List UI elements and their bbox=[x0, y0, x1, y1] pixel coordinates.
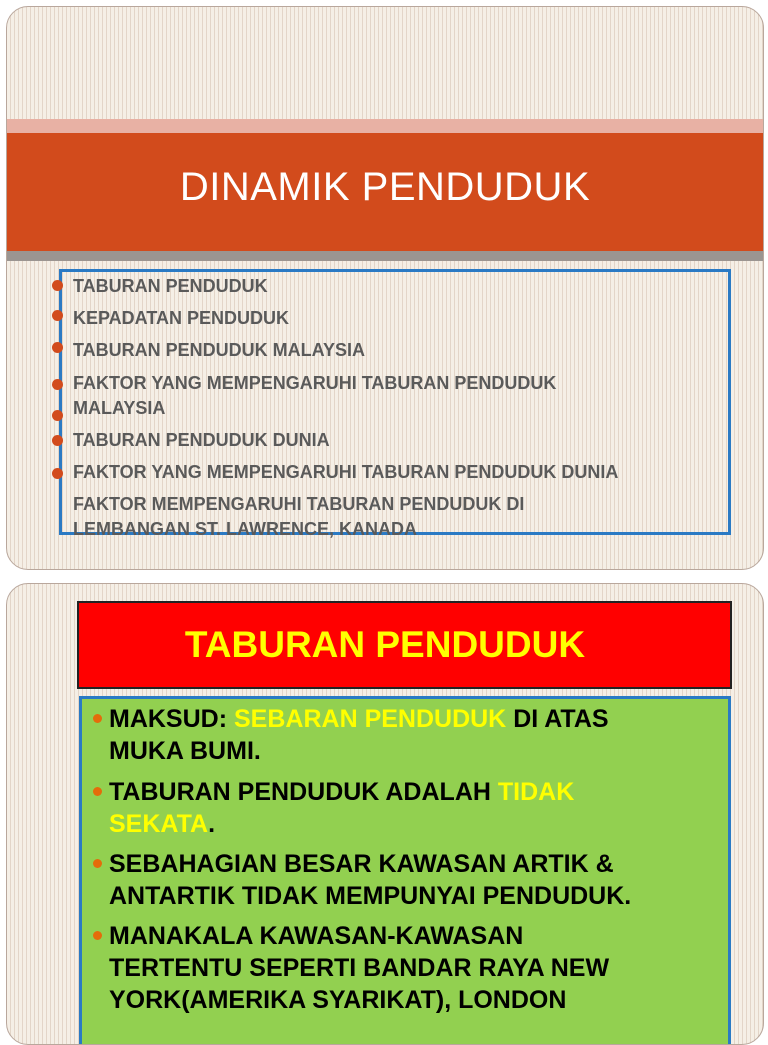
bullet-icon bbox=[52, 280, 63, 291]
bullet-icon bbox=[93, 859, 102, 868]
list-item-continued: SEKATA. bbox=[109, 810, 216, 838]
list-item: KEPADATAN PENDUDUK bbox=[73, 308, 289, 328]
slide-title: TABURAN PENDUDUK bbox=[184, 624, 586, 665]
list-item: SEBAHAGIAN BESAR KAWASAN ARTIK & bbox=[109, 850, 614, 878]
slide-taburan-penduduk bbox=[6, 583, 764, 1045]
list-item: FAKTOR MEMPENGARUHI TABURAN PENDUDUK DI bbox=[73, 494, 525, 514]
list-item: FAKTOR YANG MEMPENGARUHI TABURAN PENDUDUK bbox=[73, 373, 557, 393]
list-item: TABURAN PENDUDUK MALAYSIA bbox=[73, 340, 366, 360]
list-item: MAKSUD: SEBARAN PENDUDUK DI ATAS bbox=[109, 705, 609, 733]
list-item: FAKTOR YANG MEMPENGARUHI TABURAN PENDUDUK DUNIA bbox=[73, 462, 619, 482]
bullet-icon bbox=[52, 410, 63, 421]
list-item: MANAKALA KAWASAN-KAWASAN bbox=[109, 922, 524, 950]
content-area bbox=[7, 7, 763, 539]
list-item-continued: MALAYSIA bbox=[73, 398, 166, 418]
list-item-continued: YORK(AMERIKA SYARIKAT), LONDON bbox=[109, 986, 567, 1014]
bullet-icon bbox=[93, 931, 102, 940]
list-item-continued: ANTARTIK TIDAK MEMPUNYAI PENDUDUK. bbox=[109, 882, 632, 910]
slide-title: DINAMIK PENDUDUK bbox=[179, 165, 591, 209]
list-item-continued: TERTENTU SEPERTI BANDAR RAYA NEW bbox=[109, 954, 610, 982]
bullet-icon bbox=[52, 379, 63, 390]
bullet-icon bbox=[52, 342, 63, 353]
bullet-icon bbox=[52, 435, 63, 446]
bullet-icon bbox=[93, 714, 102, 723]
list-item: TABURAN PENDUDUK DUNIA bbox=[73, 430, 330, 450]
slide-dinamik-penduduk bbox=[6, 6, 764, 570]
list-item-continued: MUKA BUMI. bbox=[109, 737, 261, 765]
bullet-icon bbox=[52, 310, 63, 321]
bullet-icon bbox=[52, 468, 63, 479]
list-item: TABURAN PENDUDUK ADALAH TIDAK bbox=[109, 778, 575, 806]
list-item-continued: LEMBANGAN ST. LAWRENCE, KANADA bbox=[73, 519, 417, 539]
bullet-icon bbox=[93, 787, 102, 796]
list-item: TABURAN PENDUDUK bbox=[73, 276, 268, 296]
